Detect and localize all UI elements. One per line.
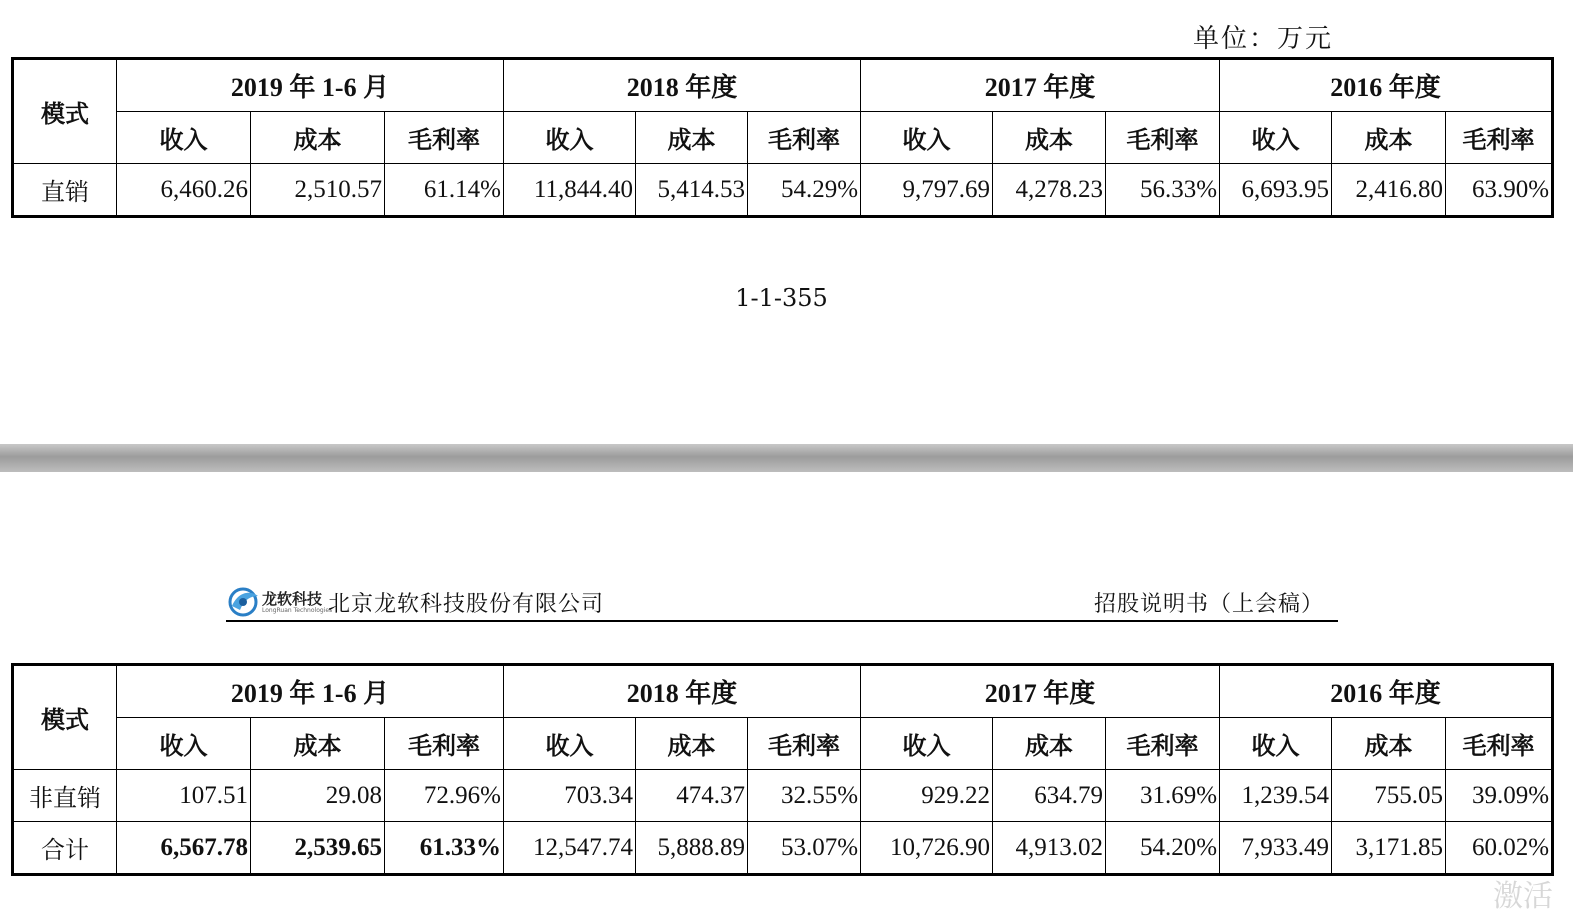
metric-header: 成本 (251, 718, 385, 770)
row-label: 非直销 (13, 770, 117, 822)
metric-header: 成本 (251, 112, 385, 164)
metric-header: 成本 (993, 718, 1106, 770)
table-cell: 2,416.80 (1332, 164, 1446, 217)
metric-header: 毛利率 (1106, 112, 1220, 164)
table-cell: 2,539.65 (251, 822, 385, 875)
table-cell: 72.96% (385, 770, 504, 822)
metric-header: 毛利率 (385, 112, 504, 164)
metric-header: 收入 (1220, 112, 1332, 164)
table-cell: 634.79 (993, 770, 1106, 822)
period-header-row (13, 665, 1553, 718)
table-cell: 54.29% (748, 164, 861, 217)
gross-margin-table-bottom (11, 663, 1554, 876)
table-cell: 474.37 (636, 770, 748, 822)
table-cell: 53.07% (748, 822, 861, 875)
metric-header: 毛利率 (748, 718, 861, 770)
table-cell: 10,726.90 (861, 822, 993, 875)
period-header-row (13, 59, 1553, 112)
period-header: 2017 年度 (861, 665, 1220, 718)
table-cell: 2,510.57 (251, 164, 385, 217)
metric-header: 收入 (861, 718, 993, 770)
table-cell: 4,913.02 (993, 822, 1106, 875)
table-cell: 56.33% (1106, 164, 1220, 217)
period-header: 2016 年度 (1220, 665, 1553, 718)
metric-header: 毛利率 (1106, 718, 1220, 770)
period-header: 2018 年度 (504, 59, 861, 112)
period-header: 2018 年度 (504, 665, 861, 718)
table-cell: 11,844.40 (504, 164, 636, 217)
logo-subtitle: LongRuan Technologies (262, 607, 333, 614)
metric-header: 成本 (636, 112, 748, 164)
table-cell: 6,567.78 (117, 822, 251, 875)
gross-margin-table-top (11, 57, 1554, 218)
table-cell: 61.33% (385, 822, 504, 875)
table-cell: 9,797.69 (861, 164, 993, 217)
metric-header: 毛利率 (385, 718, 504, 770)
table-cell: 929.22 (861, 770, 993, 822)
watermark-text: 激活 (1493, 879, 1553, 914)
metric-header: 收入 (861, 112, 993, 164)
page-separator (0, 444, 1573, 472)
table-cell: 39.09% (1446, 770, 1553, 822)
metric-header: 成本 (1332, 718, 1446, 770)
table-cell: 31.69% (1106, 770, 1220, 822)
table-cell: 12,547.74 (504, 822, 636, 875)
page-header (226, 582, 1338, 622)
table-row (13, 164, 1553, 217)
document-type: 招股说明书（上会稿） (1093, 592, 1324, 617)
metric-header: 毛利率 (1446, 718, 1553, 770)
logo-text: 龙软科技 (262, 590, 323, 608)
table-row (13, 822, 1553, 875)
table-cell: 63.90% (1446, 164, 1553, 217)
table-cell: 5,888.89 (636, 822, 748, 875)
metric-header: 成本 (1332, 112, 1446, 164)
table-cell: 6,460.26 (117, 164, 251, 217)
period-header: 2016 年度 (1220, 59, 1553, 112)
period-header: 2019 年 1-6 月 (117, 665, 504, 718)
table-cell: 60.02% (1446, 822, 1553, 875)
table-cell: 3,171.85 (1332, 822, 1446, 875)
metric-header: 毛利率 (748, 112, 861, 164)
metric-header: 收入 (117, 718, 251, 770)
metric-header: 收入 (504, 112, 636, 164)
table-cell: 1,239.54 (1220, 770, 1332, 822)
period-header: 2019 年 1-6 月 (117, 59, 504, 112)
unit-label: 单位：万元 (1192, 24, 1333, 54)
table-cell: 703.34 (504, 770, 636, 822)
table-cell: 755.05 (1332, 770, 1446, 822)
metric-header-row (13, 112, 1553, 164)
company-logo-icon (226, 584, 262, 618)
metric-header: 成本 (636, 718, 748, 770)
row-label: 直销 (13, 164, 117, 217)
table-body (13, 770, 1553, 875)
table-cell: 61.14% (385, 164, 504, 217)
period-header: 2017 年度 (861, 59, 1220, 112)
metric-header: 收入 (1220, 718, 1332, 770)
metric-header: 毛利率 (1446, 112, 1553, 164)
table-cell: 32.55% (748, 770, 861, 822)
metric-header-row (13, 718, 1553, 770)
table-cell: 6,693.95 (1220, 164, 1332, 217)
table-cell: 4,278.23 (993, 164, 1106, 217)
metric-header: 成本 (993, 112, 1106, 164)
table-cell: 107.51 (117, 770, 251, 822)
mode-header: 模式 (13, 59, 117, 164)
table-cell: 7,933.49 (1220, 822, 1332, 875)
table-cell: 54.20% (1106, 822, 1220, 875)
table-body (13, 164, 1553, 217)
table-cell: 29.08 (251, 770, 385, 822)
company-name: 北京龙软科技股份有限公司 (328, 592, 605, 617)
metric-header: 收入 (117, 112, 251, 164)
row-label: 合计 (13, 822, 117, 875)
page-number: 1-1-355 (735, 284, 828, 312)
table-cell: 5,414.53 (636, 164, 748, 217)
table-row (13, 770, 1553, 822)
mode-header: 模式 (13, 665, 117, 770)
metric-header: 收入 (504, 718, 636, 770)
